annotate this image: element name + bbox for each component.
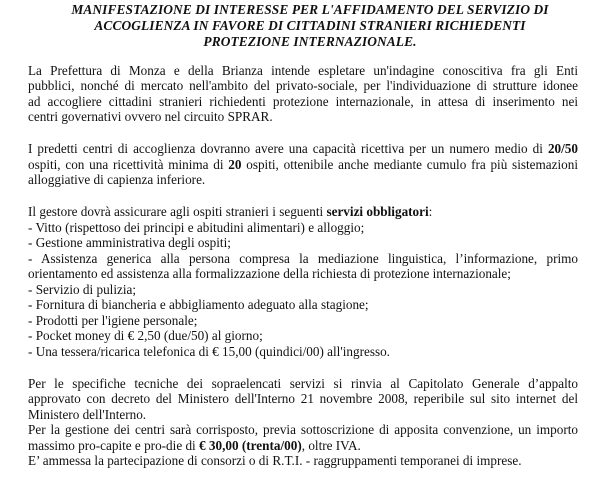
closing-line-3: Ministero dell'Interno. xyxy=(28,407,147,422)
service-item: orientamento ed assistenza alla formalizzazione della richiesta di protezione internazionale; xyxy=(28,266,511,281)
capacity-minimum: 20 xyxy=(228,157,242,172)
service-item: - Servizio di pulizia; xyxy=(28,282,137,297)
capacity-line-2: ospiti, con una ricettività minima di 20 ospiti, ottenibile anche mediante cumulo fra più sistemazioni xyxy=(28,157,578,172)
closing-line-4: Per la gestione dei centri sarà corrisposto, previa sottoscrizione di apposita convenzione, un importo xyxy=(28,422,578,437)
service-item: - Vitto (rispettoso dei principi e abitudini alimentari) e alloggio; xyxy=(28,220,365,235)
services-intro: Il gestore dovrà assicurare agli ospiti stranieri i seguenti servizi obbligatori: xyxy=(28,204,433,219)
title-line-1: MANIFESTAZIONE DI INTERESSE PER L'AFFIDAMENTO DEL SERVIZIO DI xyxy=(71,2,549,17)
service-item: - Una tessera/ricarica telefonica di € 15,00 (quindici/00) all'ingresso. xyxy=(28,344,390,359)
capacity-line-1: I predetti centri di accoglienza dovranno avere una capacità ricettiva per un numero medio di 20/50 xyxy=(28,141,578,156)
closing-line-6: E’ ammessa la partecipazione di consorzi o di R.T.I. - raggruppamenti temporanei di imprese. xyxy=(28,453,522,468)
closing-line-5: massimo pro-capite e pro-die di € 30,00 (trenta/00), oltre IVA. xyxy=(28,438,361,453)
service-item: - Prodotti per l'igiene personale; xyxy=(28,313,198,328)
intro-line-1: La Prefettura di Monza e della Brianza intende espletare un'indagine conoscitiva fra gli Enti xyxy=(28,63,578,78)
daily-amount: € 30,00 (trenta/00) xyxy=(199,438,302,453)
services-obligatory: servizi obbligatori xyxy=(326,204,429,219)
closing-line-2: approvato con decreto del Ministero dell'Interno 21 novembre 2008, reperibile sul sito internet del xyxy=(28,391,578,406)
service-item: - Assistenza generica alla persona compresa la mediazione linguistica, l’informazione, primo xyxy=(28,251,578,266)
document-title xyxy=(40,2,580,50)
title-line-2: ACCOGLIENZA IN FAVORE DI CITTADINI STRANIERI RICHIEDENTI xyxy=(94,18,526,33)
intro-line-3: ad accogliere cittadini stranieri richiedenti protezione internazionale, in attesa di inserimento nei xyxy=(28,94,578,109)
title-line-3: PROTEZIONE INTERNAZIONALE. xyxy=(203,34,417,49)
intro-line-4: centri governativi ovvero nel circuito SPRAR. xyxy=(28,109,273,124)
service-item: - Fornitura di biancheria e abbigliamento adeguato alla stagione; xyxy=(28,297,369,312)
intro-line-2: pubblici, nonché di mercato nell'ambito del privato-sociale, per l'individuazione di strutture idonee xyxy=(28,78,578,93)
closing-line-1: Per le specifiche tecniche dei sopraelencati servizi si rinvia al Capitolato Generale d’appalto xyxy=(28,376,578,391)
capacity-average: 20/50 xyxy=(547,141,578,156)
service-item: - Pocket money di € 2,50 (due/50) al giorno; xyxy=(28,328,263,343)
capacity-line-3: alloggiative di capienza inferiore. xyxy=(28,172,206,187)
service-item: - Gestione amministrativa degli ospiti; xyxy=(28,235,231,250)
